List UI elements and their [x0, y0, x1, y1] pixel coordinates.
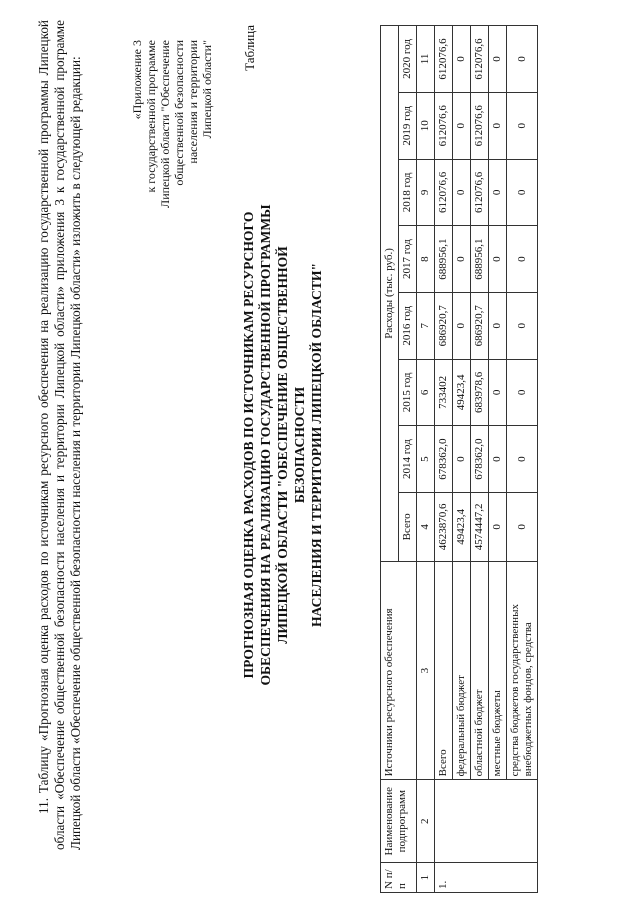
column-number: 3: [417, 561, 435, 779]
heading-line: ОБЕСПЕЧЕНИЯ НА РЕАЛИЗАЦИЮ ГОСУДАРСТВЕННОЙ ПРОГРАММЫ: [258, 204, 273, 686]
value-cell: 678362,0: [435, 426, 453, 493]
header-year: 2018 год: [399, 159, 417, 226]
column-number: 7: [417, 292, 435, 359]
value-cell: 678362,0: [471, 426, 489, 493]
appendix-line: общественной безопасности: [172, 40, 186, 186]
value-cell: 688956,1: [435, 226, 453, 293]
value-cell: 0: [453, 292, 471, 359]
value-cell: 0: [507, 292, 538, 359]
source-cell: местные бюджеты: [489, 561, 507, 779]
subprogram-name: [435, 780, 538, 863]
table-label: Таблица: [242, 25, 257, 71]
value-cell: 0: [489, 426, 507, 493]
header-expenses: Расходы (тыс. руб.): [381, 26, 399, 562]
value-cell: 612076,6: [435, 26, 453, 93]
appendix-line: «Приложение 3: [130, 40, 144, 120]
value-cell: 49423,4: [453, 492, 471, 561]
intro-text: 11. Таблицу «Прогнозная оценка расходов по источникам ресурсного обеспечения на реализацию государственной программы Липецкой области «Обеспечение общественной безопасности населения и территории Липецкой области» приложения 3 к государственной программе Липецкой области «Обеспечение общественной безопасности населения и территории Липецкой области» изложить в следующей редакции:: [36, 20, 83, 850]
source-cell: средства бюджетов государственных внебюджетных фондов, средства: [507, 561, 538, 779]
intro-paragraph: [36, 20, 84, 850]
column-number: 1: [417, 863, 435, 893]
column-number: 9: [417, 159, 435, 226]
appendix-line: населения и территории: [186, 40, 200, 164]
value-cell: 686920,7: [435, 292, 453, 359]
column-number: 8: [417, 226, 435, 293]
value-cell: 0: [507, 226, 538, 293]
appendix-line: Липецкой области "Обеспечение: [158, 40, 172, 208]
column-number-row: [417, 26, 435, 893]
value-cell: 0: [507, 426, 538, 493]
source-cell: областной бюджет: [471, 561, 489, 779]
column-number: 11: [417, 26, 435, 93]
header-year: 2016 год: [399, 292, 417, 359]
value-cell: 0: [507, 92, 538, 159]
heading-line: ЛИПЕЦКОЙ ОБЛАСТИ "ОБЕСПЕЧЕНИЕ ОБЩЕСТВЕННОЙ БЕЗОПАСНОСТИ: [275, 246, 307, 644]
value-cell: 612076,6: [471, 26, 489, 93]
value-cell: 686920,7: [471, 292, 489, 359]
table-heading: [240, 195, 325, 695]
value-cell: 0: [453, 92, 471, 159]
column-number: 5: [417, 426, 435, 493]
value-cell: 0: [489, 159, 507, 226]
column-number: 6: [417, 359, 435, 426]
value-cell: 0: [489, 492, 507, 561]
header-row: [381, 26, 399, 893]
value-cell: 612076,6: [471, 92, 489, 159]
header-year: 2014 год: [399, 426, 417, 493]
heading-line: НАСЕЛЕНИЯ И ТЕРРИТОРИИ ЛИПЕЦКОЙ ОБЛАСТИ": [309, 262, 324, 628]
header-num: N п/п: [381, 863, 417, 893]
value-cell: 612076,6: [435, 159, 453, 226]
value-cell: 612076,6: [435, 92, 453, 159]
row-number: 1.: [435, 863, 538, 893]
value-cell: 0: [507, 359, 538, 426]
expenses-table: [380, 25, 538, 893]
source-cell: федеральный бюджет: [453, 561, 471, 779]
appendix-line: Липецкой области": [200, 40, 214, 139]
header-year: 2020 год: [399, 26, 417, 93]
header-total: Всего: [399, 492, 417, 561]
value-cell: 0: [507, 492, 538, 561]
header-name: Наименование подпрограмм: [381, 780, 417, 863]
table-row: [489, 26, 507, 893]
value-cell: 0: [489, 226, 507, 293]
header-year: 2015 год: [399, 359, 417, 426]
header-year: 2017 год: [399, 226, 417, 293]
value-cell: 0: [507, 26, 538, 93]
heading-line: ПРОГНОЗНАЯ ОЦЕНКА РАСХОДОВ ПО ИСТОЧНИКАМ РЕСУРСНОГО: [241, 211, 256, 679]
value-cell: 733402: [435, 359, 453, 426]
column-number: 2: [417, 780, 435, 863]
value-cell: 0: [453, 26, 471, 93]
table-row: [435, 26, 453, 893]
header-year: 2019 год: [399, 92, 417, 159]
value-cell: 612076,6: [471, 159, 489, 226]
value-cell: 0: [489, 26, 507, 93]
table-row: [453, 26, 471, 893]
value-cell: 683978,6: [471, 359, 489, 426]
value-cell: 49423,4: [453, 359, 471, 426]
table-row: [471, 26, 489, 893]
column-number: 4: [417, 492, 435, 561]
value-cell: 0: [453, 426, 471, 493]
appendix-note: [130, 40, 214, 265]
value-cell: 4574447,2: [471, 492, 489, 561]
value-cell: 0: [507, 159, 538, 226]
column-number: 10: [417, 92, 435, 159]
value-cell: 0: [453, 226, 471, 293]
value-cell: 4623870,6: [435, 492, 453, 561]
table-row: [507, 26, 538, 893]
value-cell: 688956,1: [471, 226, 489, 293]
value-cell: 0: [489, 292, 507, 359]
value-cell: 0: [453, 159, 471, 226]
appendix-line: к государственной программе: [144, 40, 158, 193]
value-cell: 0: [489, 92, 507, 159]
value-cell: 0: [489, 359, 507, 426]
source-cell: Всего: [435, 561, 453, 779]
header-source: Источники ресурсного обеспечения: [381, 561, 417, 779]
